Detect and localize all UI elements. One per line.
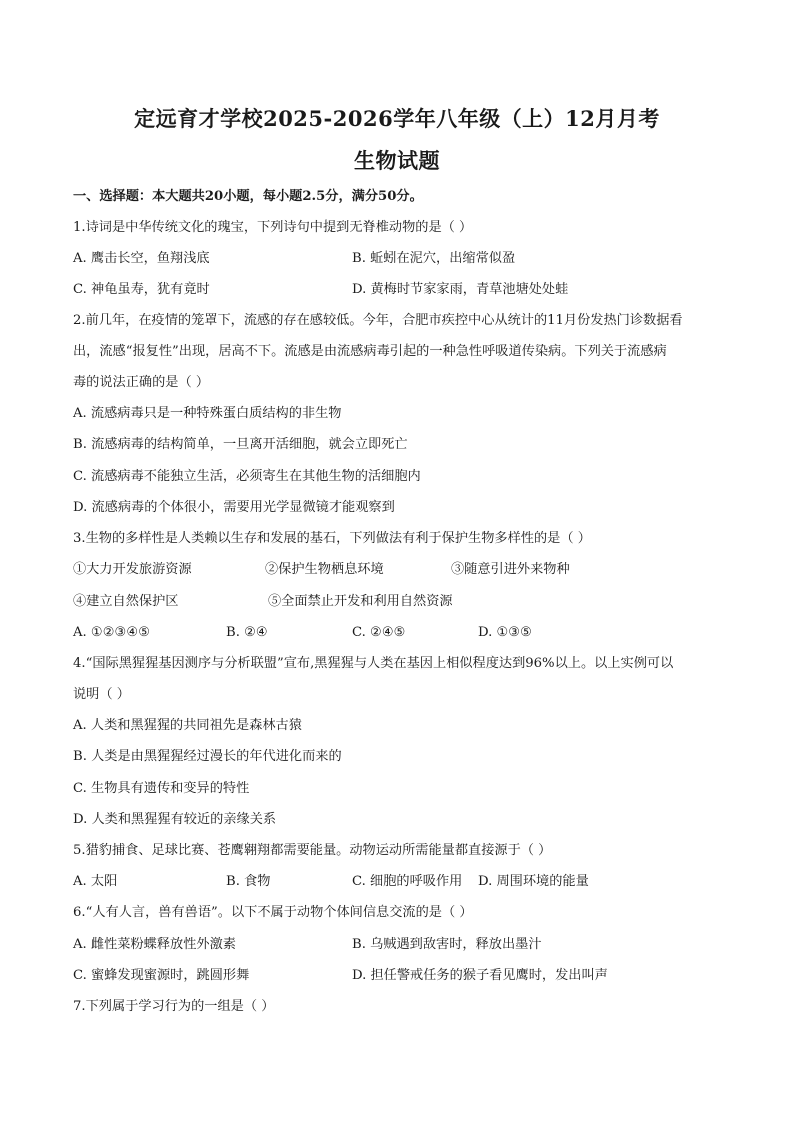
q5-option-b: B. 食物 [226,874,271,889]
q4-stem-line2: 说明（ ） [73,687,130,702]
q4-option-c: C. 生物具有遗传和变异的特性 [73,781,250,796]
q2-option-d: D. 流感病毒的个体很小，需要用光学显微镜才能观察到 [73,500,395,515]
q3-option-c: C. ②④⑤ [352,625,406,640]
q6-option-b: B. 乌贼遇到敌害时，释放出墨汁 [352,937,542,952]
q1-option-b: B. 蚯蚓在泥穴，出缩常似盈 [352,251,516,266]
q6-stem: 6.“人有人言，兽有兽语”。以下不属于动物个体间信息交流的是（ ） [73,905,473,920]
q3-item-2: ②保护生物栖息环境 [265,562,384,577]
q5-stem: 5.猎豹捕食、足球比赛、苍鹰翱翔都需要能量。动物运动所需能量都直接源于（ ） [73,843,552,858]
q4-option-b: B. 人类是由黑猩猩经过漫长的年代进化而来的 [73,749,342,764]
q3-item-5: ⑤全面禁止开发和利用自然资源 [268,594,453,609]
q6-option-c: C. 蜜蜂发现蜜源时，跳圆形舞 [73,968,250,983]
q2-option-b: B. 流感病毒的结构简单，一旦离开活细胞，就会立即死亡 [73,437,408,452]
q3-option-b: B. ②④ [226,625,268,640]
q3-item-1: ①大力开发旅游资源 [73,562,192,577]
q2-stem-line1: 2.前几年，在疫情的笼罩下，流感的存在感较低。今年，合肥市疾控中心从统计的11月份发热门诊数据看 [73,313,683,328]
q3-option-d: D. ①③⑤ [478,625,532,640]
q2-option-c: C. 流感病毒不能独立生活，必须寄生在其他生物的活细胞内 [73,469,421,484]
q1-option-d: D. 黄梅时节家家雨，青草池塘处处蛙 [352,282,569,297]
q2-stem-line2: 出，流感“报复性”出现，居高不下。流感是由流感病毒引起的一种急性呼吸道传染病。下列关于流感病 [73,344,667,359]
q4-stem-line1: 4.“国际黑猩猩基因测序与分析联盟”宣布,黑猩猩与人类在基因上相似程度达到96%以上。以上实例可以 [73,656,674,671]
exam-title: 定远育才学校2025-2026学年八年级（上）12月月考 [134,106,660,131]
q1-stem: 1.诗词是中华传统文化的瑰宝，下列诗句中提到无脊椎动物的是（ ） [73,220,473,235]
q3-item-4: ④建立自然保护区 [73,594,179,609]
q6-option-a: A. 雌性菜粉蝶释放性外激素 [73,937,236,952]
q2-option-a: A. 流感病毒只是一种特殊蛋白质结构的非生物 [73,406,342,421]
q6-option-d: D. 担任警戒任务的猴子看见鹰时，发出叫声 [352,968,608,983]
q1-option-c: C. 神龟虽寿，犹有竟时 [73,282,210,297]
q2-stem-line3: 毒的说法正确的是（ ） [73,375,210,390]
q4-option-a: A. 人类和黑猩猩的共同祖先是森林古猿 [73,718,302,733]
q3-option-a: A. ①②③④⑤ [73,625,151,640]
q7-stem: 7.下列属于学习行为的一组是（ ） [73,999,275,1014]
q1-option-a: A. 鹰击长空，鱼翔浅底 [73,251,210,266]
section-heading: 一、选择题：本大题共20小题，每小题2.5分，满分50分。 [73,189,423,204]
exam-subject: 生物试题 [354,148,440,173]
q5-option-d: D. 周围环境的能量 [478,874,589,889]
q3-stem: 3.生物的多样性是人类赖以生存和发展的基石，下列做法有利于保护生物多样性的是（ ） [73,531,591,546]
q5-option-a: A. 太阳 [73,874,118,889]
q4-option-d: D. 人类和黑猩猩有较近的亲缘关系 [73,812,277,827]
q3-item-3: ③随意引进外来物种 [451,562,570,577]
q5-option-c: C. 细胞的呼吸作用 [352,874,463,889]
